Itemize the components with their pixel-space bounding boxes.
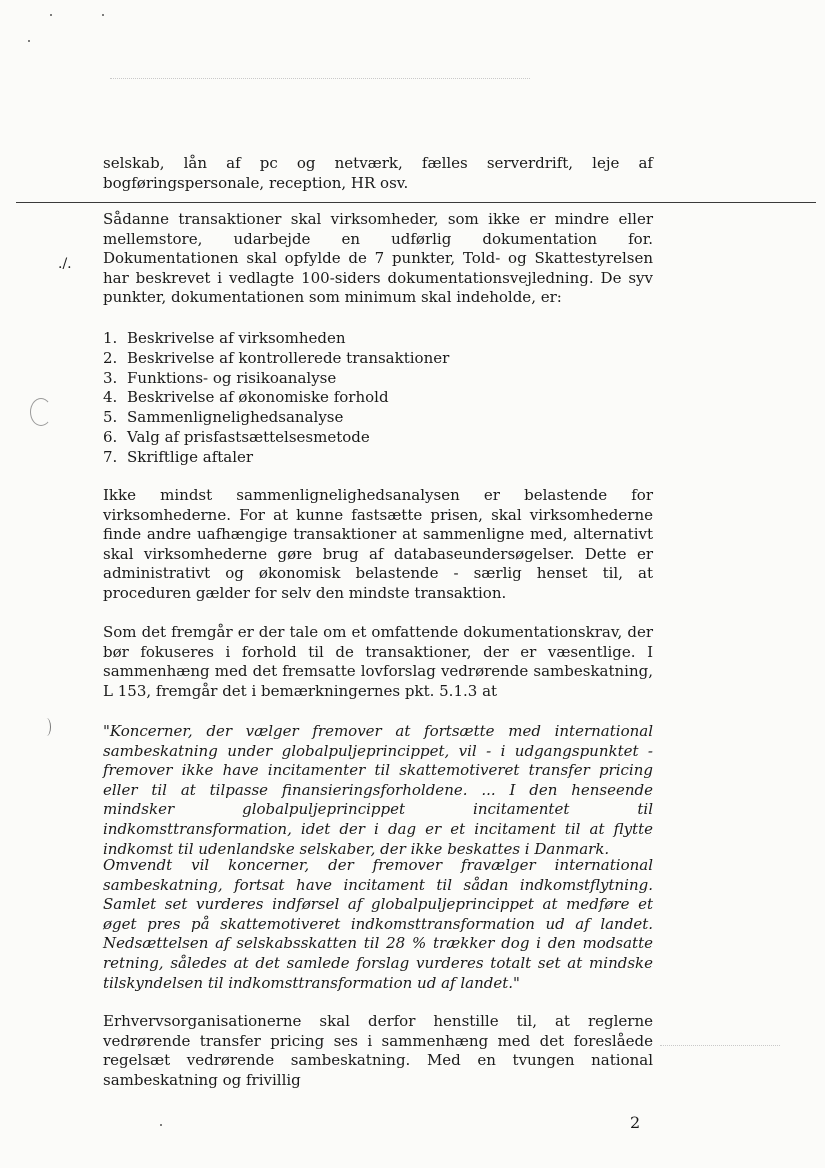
scan-speck	[102, 14, 104, 16]
margin-punch-hole	[30, 398, 52, 426]
lead-text: selskab, lån af pc og netværk, fælles serverdrift, leje af bogføringspersonale, reception, HR osv.	[103, 154, 653, 192]
list-item-number: 4.	[103, 388, 118, 407]
list-item-text: Skriftlige aftaler	[127, 447, 254, 466]
list-item-text: Beskrivelse af økonomiske forhold	[127, 388, 389, 407]
list-item-text: Funktions- og risikoanalyse	[127, 368, 337, 387]
margin-annotation: ./.	[58, 256, 72, 272]
list-item	[103, 349, 603, 369]
list-item	[103, 428, 603, 448]
list-item-text: Sammenlignelighedsanalyse	[127, 408, 344, 427]
list-item-number: 3.	[103, 368, 118, 387]
quote-paragraph-2: Omvendt vil koncerner, der fremover fravælger international sambeskatning, fortsat have incitament til sådan indkomstflytning. Samlet set vurderes indførsel af globalpuljeprincippet at medføre et øget pres på skattemotiveret indkomsttransformation ud af landet. Nedsættelsen af selskabsskatten til 28 % trækker dog i den modsatte retning, således at det samlede forslag vurderes totalt set at mindske tilskyndelsen til indkomsttransformation ud af landet."	[103, 856, 653, 992]
list-item-text: Beskrivelse af kontrollerede transaktioner	[127, 348, 450, 367]
paragraph-intro: Sådanne transaktioner skal virksomheder, som ikke er mindre eller mellemstore, udarbejde en udførlig dokumentation for. Dokumentationen skal opfylde de 7 punkter, Told- og Skattestyrelsen har beskrevet i vedlagte 100-siders dokumentationsvejledning. De syv punkter, dokumentationen som minimum skal indeholde, er:	[103, 210, 653, 307]
horizontal-rule	[16, 202, 816, 203]
scan-speck	[28, 40, 30, 42]
list-item-text: Beskrivelse af virksomheden	[127, 329, 346, 347]
list-item	[103, 388, 603, 408]
quote-paragraph-1: "Koncerner, der vælger fremover at fortsætte med international sambeskatning under globalpuljeprincippet, vil - i udgangspunktet - fremover ikke have incitamenter til skattemotiveret transfer pricing eller til at tilpasse finansieringsforholdene. ... I den henseende mindsker globalpuljeprincippet incitamentet til indkomsttransformation, idet der i dag er et incitament til at flytte indkomst til udenlandske selskaber, der ikke beskattes i Danmark.	[103, 722, 653, 858]
list-item-number: 6.	[103, 427, 118, 446]
list-item-number: 5.	[103, 408, 118, 427]
list-item	[103, 369, 603, 389]
paragraph-recommendation: Erhvervsorganisationerne skal derfor henstille til, at reglerne vedrørende transfer pricing ses i sammenhæng med det foreslåede regelsæt vedrørende sambeskatning. Med en tvungen national sambeskatning og frivillig	[103, 1012, 653, 1089]
page-number: 2	[630, 1113, 641, 1132]
list-item-number: 1.	[103, 329, 118, 347]
margin-punch-hole	[42, 718, 51, 736]
documentation-points-list	[103, 329, 603, 468]
paragraph-documentation-requirement: Som det fremgår er der tale om et omfattende dokumentationskrav, der bør fokuseres i forhold til de transaktioner, der er væsentlige. I sammenhæng med det fremsatte lovforslag vedrørende sambeskatning, L 153, fremgår det i bemærkningernes pkt. 5.1.3 at	[103, 623, 653, 700]
list-item	[103, 408, 603, 428]
scan-speck	[160, 1124, 162, 1126]
list-item	[103, 329, 603, 349]
list-item-text: Valg af prisfastsættelsesmetode	[127, 427, 370, 446]
list-item	[103, 448, 603, 468]
scan-faint-line	[660, 1045, 780, 1046]
scan-faint-line	[110, 78, 530, 79]
list-item-number: 2.	[103, 348, 118, 367]
paragraph-comparability: Ikke mindst sammenlignelighedsanalysen er belastende for virksomhederne. For at kunne fastsætte prisen, skal virksomhederne finde andre uafhængige transaktioner at sammenligne med, alternativt skal virksomhederne gøre brug af databaseundersøgelser. Dette er administrativt og økonomisk belastende - særlig henset til, at proceduren gælder for selv den mindste transaktion.	[103, 486, 653, 602]
scan-speck	[50, 14, 52, 16]
list-item-number: 7.	[103, 447, 118, 466]
